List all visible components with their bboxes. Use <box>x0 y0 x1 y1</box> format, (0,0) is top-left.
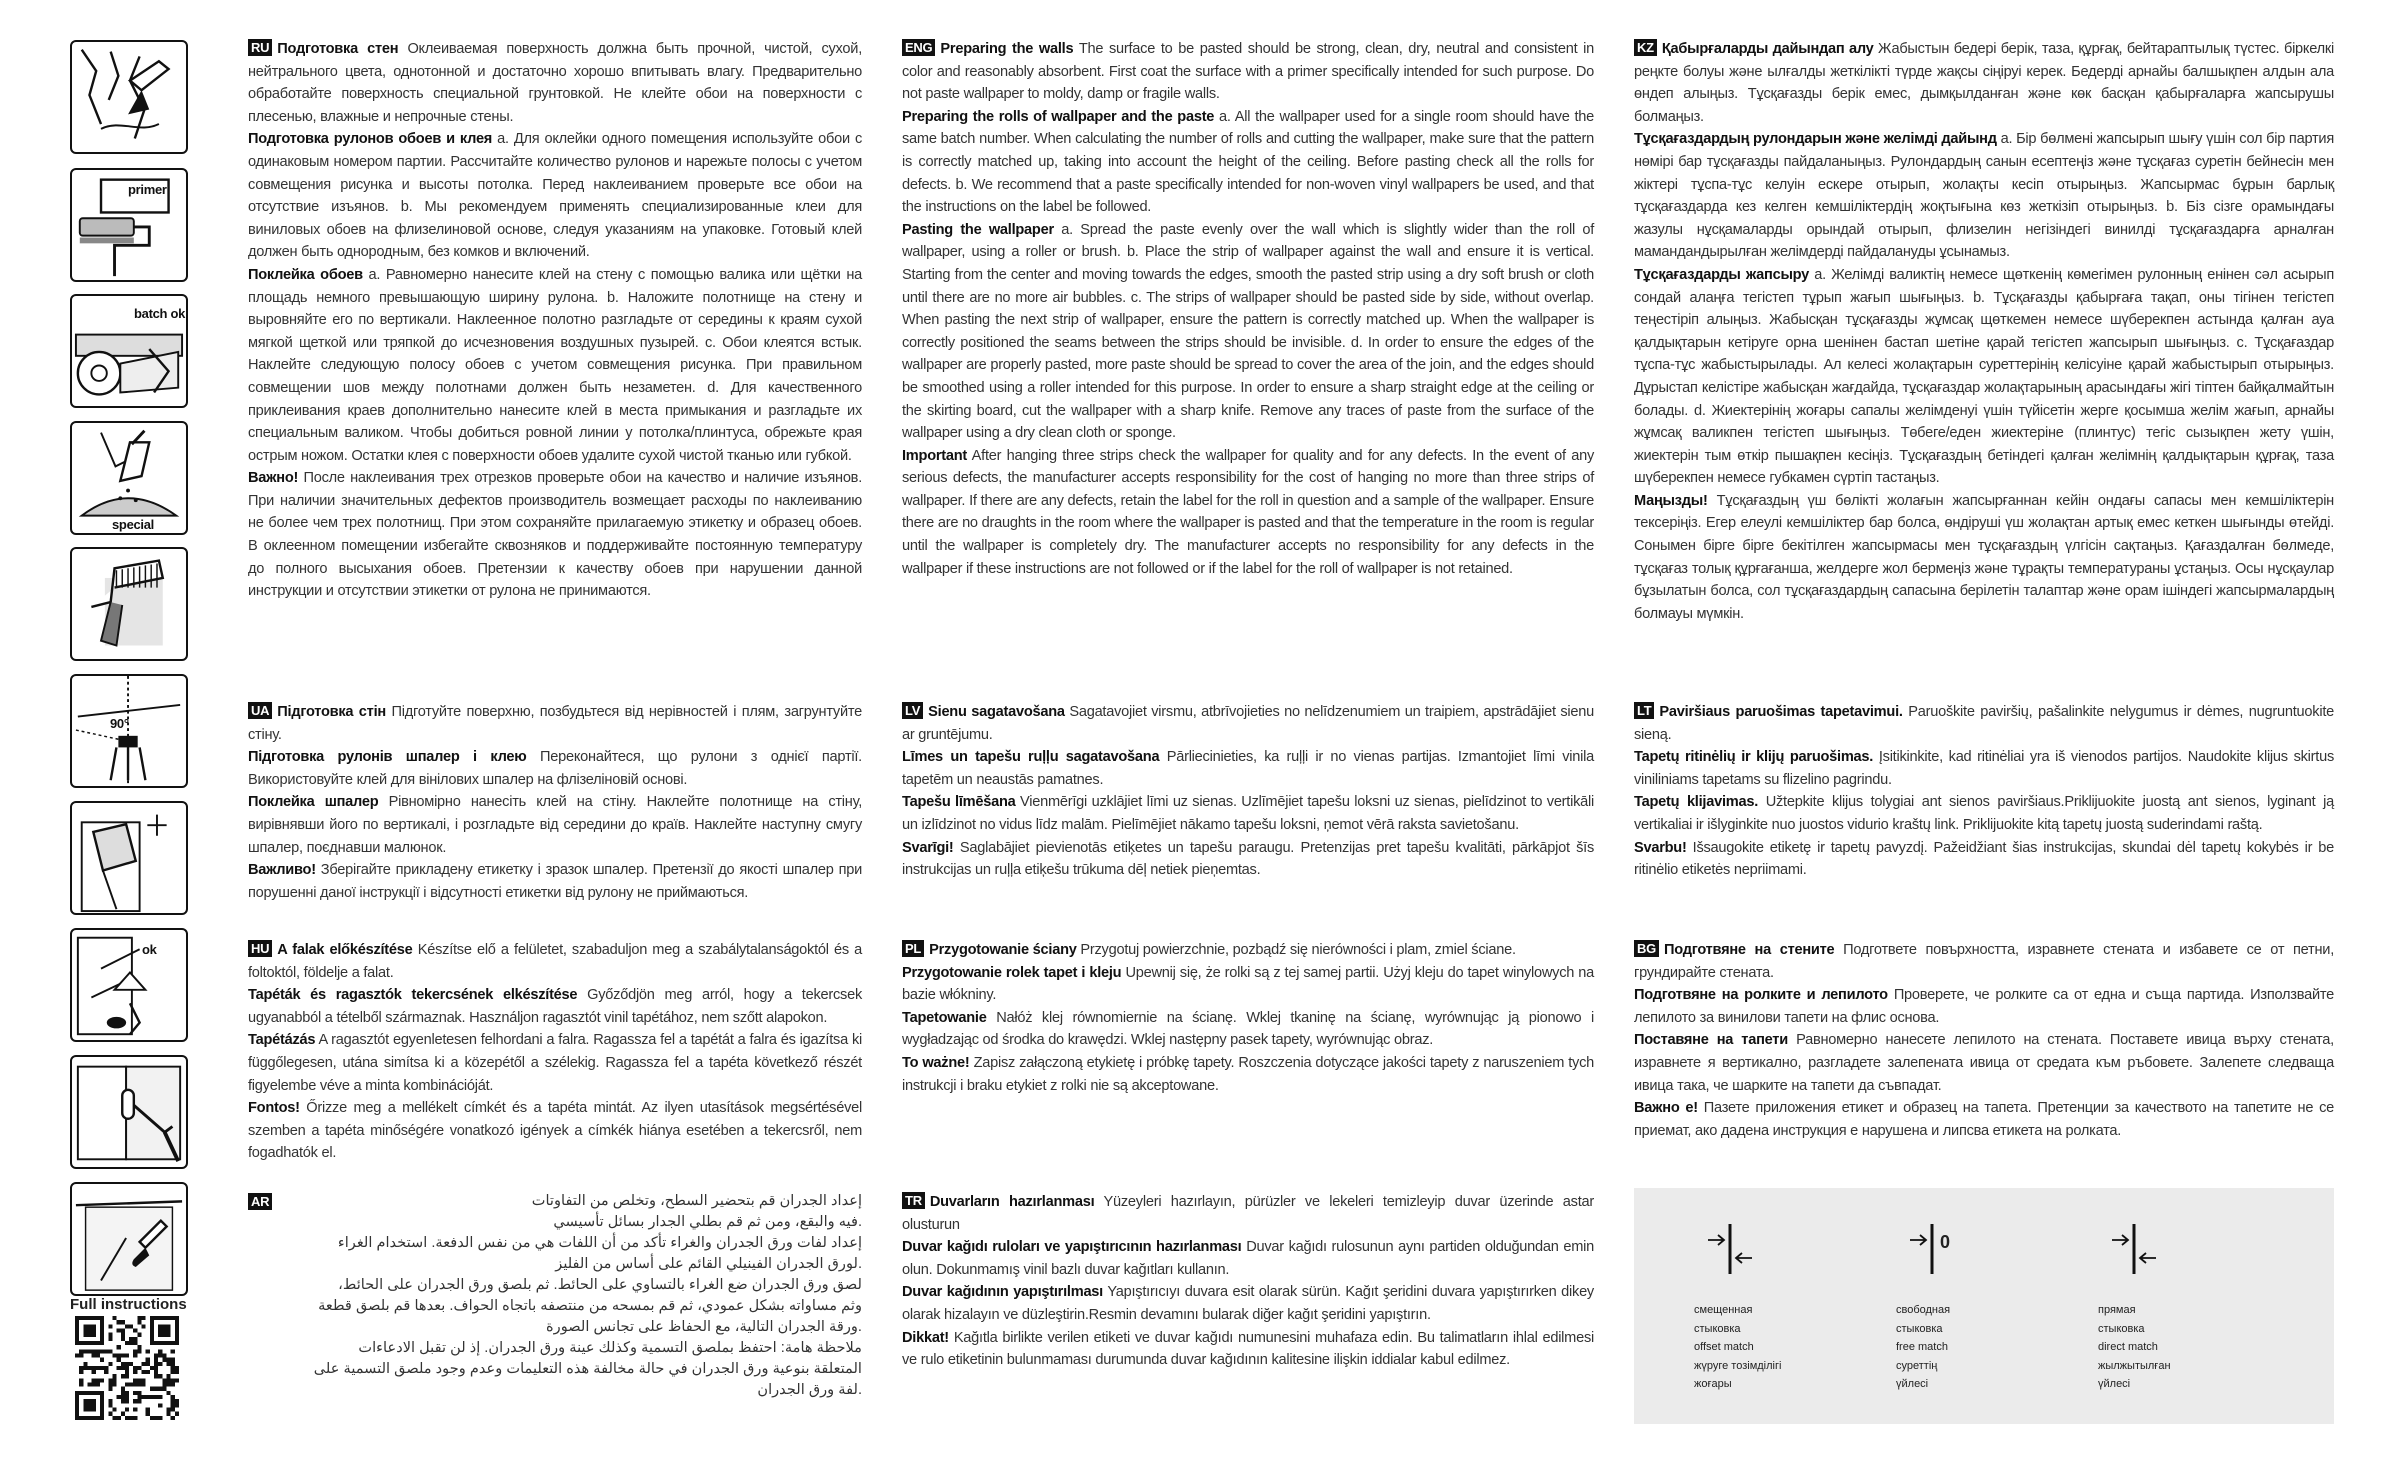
paragraph <box>902 791 1594 836</box>
body-text: The surface to be pasted should be strong, clean, dry, neutral and consistent in color and reasonably absorbent. First coat the surface with a primer specifically intended for such purpose. Do not paste wallpaper to moldy, damp or fragile walls. <box>902 41 1594 103</box>
body-text: Paruoškite paviršių, pašalinkite nelygumus ir dėmes, nugruntuokite sieną. <box>1634 704 2334 743</box>
body-text: Przygotuj powierzchnie, pozbądź się nierówności i plam, zmiel ściane. <box>1076 942 1516 958</box>
paragraph <box>902 701 1594 746</box>
paragraph <box>902 746 1594 791</box>
body-text: Készítse elő a felületet, szabaduljon meg a szabálytalanságoktól és a foltoktól, földelje a falat. <box>248 942 862 981</box>
heading: Sienu sagatavošana <box>928 704 1065 720</box>
paragraph <box>902 1191 1594 1236</box>
language-tag: AR <box>248 1193 272 1210</box>
paragraph <box>902 1007 1594 1052</box>
paragraph <box>248 746 862 791</box>
match-label: стыковка <box>1694 1322 1741 1335</box>
body-text: Užtepkite klijus tolygiai ant sienos paviršiaus.Priklijuokite juostą ant sienos, lyginant ją vertikaliai ir išlyginkite nuo juostos vidurio kraštų link. Priklijuokite kitą tapetų juostą suderindami raštą. <box>1634 794 2334 833</box>
paragraph <box>902 38 1594 106</box>
heading: Svarbu! <box>1634 839 1687 856</box>
wall-prep-icon <box>70 40 188 154</box>
paragraph <box>902 219 1594 445</box>
paragraph <box>268 1254 862 1275</box>
paragraph <box>902 1281 1594 1326</box>
body-text: Saglabājiet pievienotās etiķetes un tapešu paraugu. Pretenzijas pret tapešu kvalitāti, pārkāpjot šīs instrukcijas un ruļļa etiķešu trūkuma dēļ netiek pieņemtas. <box>902 839 1594 879</box>
paragraph <box>248 984 862 1029</box>
body-text: Yüzeyleri hazırlayın, pürüzler ve lekeleri temizleyip duvar üzerinde astar olusturun <box>902 1194 1594 1233</box>
paragraph <box>902 939 1594 962</box>
heading: Preparing the walls <box>940 41 1074 57</box>
body-text: .فيه والبقع، ومن ثم قم بطلي الجدار بسائل تأسيسي <box>553 1214 862 1230</box>
heading: Подготвяне на стените <box>1664 942 1835 958</box>
primer-roller-icon <box>70 168 188 282</box>
offset-match-diagram <box>1694 1188 1894 1424</box>
language-tag: PL <box>902 940 924 957</box>
heading: Przygotowanie ściany <box>929 942 1077 958</box>
body-text: Pārliecinieties, ka ruļļi ir no vienas partijas. Izmantojiet līmi vinila tapetēm un neaustās pamatnes. <box>902 749 1594 788</box>
language-tag: TR <box>902 1192 925 1209</box>
paragraph <box>1634 701 2334 746</box>
heading: Важливо! <box>248 862 316 879</box>
body-text: Зберігайте прикладену етикетку і зразок шпалер. Претензії до якості шпалер при порушенні даної інструкції і відсутності етикетки від рулону не приймаються. <box>248 862 862 901</box>
paragraph <box>902 106 1594 219</box>
body-text: Равномерно нанесете лепилото на стената. Поставете ивица върху стената, изравнете я вертикално, разгладете залепената ивица от средата към ръбовете. Залепете следваща ивица така, че шарките на тапети да съвпадат. <box>1634 1032 2334 1094</box>
paragraph <box>268 1191 862 1212</box>
paragraph <box>248 38 862 128</box>
language-tag: LV <box>902 702 923 719</box>
paragraph <box>1634 128 2334 264</box>
body-text: Nałóż klej równomiernie na ścianę. Wklej tkaninę na ścianę, wyrównując ją pionowo i wygładzając od środka do krawędzi. Wklej następny pasek tapety, wyrównując obraz. <box>902 1009 1594 1049</box>
heading: Подготовка рулонов обоев и клея <box>248 131 493 148</box>
body-text: Kağıtla birlikte verilen etiketi ve duvar kağıdı numunesini muhafaza edin. Bu talimatların ihlal edilmesi ve rulo etiketinin bulunmaması durumunda duvar kağıdının kalitesine ilişkin iddialar kabul edilmez. <box>902 1329 1594 1369</box>
icon-label: ok <box>142 942 157 957</box>
language-tag: ENG <box>902 39 935 56</box>
body-text: Переконайтеся, що рулони з однієї партії. Використовуйте клей для вінілових шпалер на флізеліновій основі. <box>248 749 862 788</box>
heading: Fontos! <box>248 1100 300 1117</box>
paragraph <box>248 701 862 746</box>
heading: Важно! <box>248 470 299 487</box>
icon-label: special <box>112 517 154 532</box>
body-text: .لفة ورق الجدران <box>757 1382 862 1398</box>
body-text: Жабыстын бедері берік, таза, құрғақ, бейтараптылық түстес. біркелкі реңкте болуы және ылғалды жеткілікті түрде жақсы сіңіруі керек. Бедерді арнайы балшықпен алдын ала өндеп алыңыз. Тұсқағазды берік емес, дымқылданған және көк басқан қабырғаларға жапсырушы болмаңыз. <box>1634 41 2334 125</box>
heading: Тұсқағаздарды жапсыру <box>1634 266 1810 283</box>
free-match-icon <box>1896 1222 2096 1276</box>
laser-level-icon <box>70 674 188 788</box>
paragraph <box>1634 939 2334 984</box>
body-text: Пазете приложения етикет и образец на тапета. Претенции за качеството на тапетите не се приемат, ако дадена инструкция е нарушена и липсва етикета на ролката. <box>1634 1100 2334 1139</box>
paragraph <box>248 1097 862 1165</box>
body-text: a. All the wallpaper used for a single room should have the same batch number. When calculating the number of rolls and cutting the wallpaper, make sure that the pattern is correctly matched up, taking into account the height of the ceiling. Before pasting check all the rolls for defects. b. We recommend that a paste specifically intended for non-woven vinyl wallpapers be used, and that the instructions on the label be followed. <box>902 108 1594 216</box>
body-text: Підготуйте поверхню, позбудьтеся від нерівностей і плям, загрунтуйте стіну. <box>248 704 863 743</box>
direct-match-icon <box>2098 1222 2298 1276</box>
paragraph <box>1634 791 2334 836</box>
paragraph <box>902 1236 1594 1281</box>
section-ru <box>248 38 862 603</box>
body-text: إعداد الجدران قم بتحضير السطح، وتخلص من التفاوتات <box>531 1193 862 1209</box>
match-label: жоғары <box>1694 1378 1732 1390</box>
paragraph <box>902 837 1594 882</box>
section-kz <box>1634 38 2334 625</box>
heading: Przygotowanie rolek tapet i kleju <box>902 964 1122 981</box>
heading: Paviršiaus paruošimas tapetavimui. <box>1659 704 1903 720</box>
heading: Қабырғаларды дайындап алу <box>1661 41 1874 57</box>
paragraph <box>902 1052 1594 1097</box>
heading: Поклейка шпалер <box>248 794 379 811</box>
paragraph <box>268 1317 862 1338</box>
section-lv <box>902 701 1594 882</box>
paragraph <box>268 1212 862 1233</box>
section-ar <box>248 1191 862 1401</box>
body-text: A ragasztót egyenletesen felhordani a falra. Ragassza fel a tapétát a falra és igazítsa ki függőlegesen, utána simítsa ki a közepétől a szélekig. Ragassza fel a tapéta következő részét figyelembe véve a minta kombinációját. <box>248 1032 862 1094</box>
heading: Tapétázás <box>248 1032 316 1049</box>
heading: Duvar kağıdı ruloları ve yapıştırıcının hazırlanması <box>902 1239 1242 1256</box>
body-text: إعداد لفات ورق الجدران والغراء تأكد من أن اللفات هي من نفس الدفعة. استخدام الغراء <box>337 1235 862 1251</box>
body-text: После наклеивания трех отрезков проверьте обои на качество и наличие изъянов. При наличии значительных дефектов производитель возмещает расходы по наклеиванию не более чем трех полотнищ. При этом сохраняйте прилагаемую этикетку и образец обоев. В оклеенном помещении избегайте сквозняков и поддерживайте постоянную температуру до полного высыхания обоев. Претензии к качеству обоев при нарушении данной инструкции и отсутствии этикетки от рулона не принимаются. <box>248 470 862 600</box>
language-tag: UA <box>248 702 272 719</box>
heading: Підготовка рулонів шпалер і клею <box>248 749 527 766</box>
body-text: Оклеиваемая поверхность должна быть прочной, чистой, сухой, нейтрального цвета, однотонной и достаточно хорошо впитывать влагу. Предварительно обработайте поверхность специальной грунтовкой. Не клейте обои на поверхности с плесенью, влажные и непрочные стены. <box>248 41 862 125</box>
heading: To ważne! <box>902 1054 970 1071</box>
body-text: Őrizze meg a mellékelt címkét és a tapéta mintát. Az ilyen utasítások megsértésével szemben a tapéta minőségére vonatkozó igények a címkék hiánya esetében a tekercsről, nem fogadhatók el. <box>248 1100 862 1162</box>
language-tag: BG <box>1634 940 1659 957</box>
heading: Подготвяне на ролките и лепилото <box>1634 987 1888 1004</box>
language-tag: HU <box>248 940 272 957</box>
heading: Pasting the wallpaper <box>902 221 1054 238</box>
match-label: жылжытылған <box>2098 1359 2171 1372</box>
offset-match-icon <box>1694 1222 1894 1276</box>
heading: Tapešu līmēšana <box>902 794 1016 811</box>
body-text: وثم مساواته بشكل عمودي، ثم قم بمسحه من منتصفه باتجاه الحواف. بعدها قم بلصق قطعة <box>318 1298 862 1314</box>
paragraph <box>268 1296 862 1317</box>
body-text: Рівномірно нанесіть клей на стіну. Наклейте полотнище на стіну, вирівнявши його по вертикалі, і розгладьте від середини до країв. Наклейте наступну смугу шпалер, поєднавши малюнок. <box>248 794 862 856</box>
paragraph <box>248 264 862 467</box>
body-text: After hanging three strips check the wallpaper for quality and for any defects. In the event of any serious defects, the manufacturer accepts responsibility for the cost of hanging no more than three strips of wallpaper. If there are any defects, retain the label for the roll in question and a sample of the wallpaper. Ensure there are no draughts in the room where the wallpaper is pasted and that the temperature in the room is regular until the wallpaper is completely dry. The manufacturer accepts no responsibility for any defects in the wallpaper if these instructions are not followed or if the label for the roll of wallpaper is not retained. <box>902 447 1594 577</box>
heading: Tapetų klijavimas. <box>1634 794 1759 811</box>
paragraph <box>268 1338 862 1359</box>
paragraph <box>268 1380 862 1401</box>
heading: Подготовка стен <box>277 41 399 57</box>
body-text: Проверете, че ролките са от една и съща партида. Използвайте лепилото за винилови тапети на флис основа. <box>1634 987 2334 1026</box>
paragraph <box>1634 490 2334 626</box>
match-label: free match <box>1896 1341 1948 1353</box>
paragraph <box>1634 1029 2334 1097</box>
paragraph <box>248 1029 862 1097</box>
match-label: үйлесі <box>2098 1378 2131 1390</box>
free-match-zero: 0 <box>1940 1232 1951 1252</box>
body-text: .ورقة الجدران التالية، مع الحفاظ على تجانس الصورة <box>546 1319 862 1335</box>
language-tag: RU <box>248 39 272 56</box>
pattern-ok-icon <box>70 928 188 1042</box>
heading: Duvarların hazırlanması <box>929 1194 1095 1210</box>
match-label: стыковка <box>1896 1322 1943 1335</box>
instruction-icons <box>70 40 188 1420</box>
body-text: لصق ورق الجدران ضع الغراء بالتساوي على الحائط. ثم بلصق ورق الجدران على الحائط، <box>338 1277 862 1293</box>
paragraph <box>1634 984 2334 1029</box>
body-text: Zapisz załączoną etykietę i próbkę tapety. Roszczenia dotyczące jakości tapety z naruszeniem tych instrukcji i braku etykiet z rolki nie są akceptowane. <box>902 1054 1594 1094</box>
match-label: direct match <box>2098 1341 2158 1353</box>
body-text: Upewnij się, że rolki są z tej samej partii. Użyj kleju do tapet winylowych na bazie włókniny. <box>902 964 1595 1004</box>
free-match-diagram <box>1896 1188 2096 1424</box>
body-text: المتعلقة بنوعية ورق الجدران في حالة مخالفة هذه التعليمات وعدم وجود ملصق التسمية على <box>313 1361 862 1377</box>
heading: Маңызды! <box>1634 492 1708 509</box>
batch-ok-icon <box>70 294 188 408</box>
seam-roller-icon <box>70 1055 188 1169</box>
heading: Tapéták és ragasztók tekercsének elkészítése <box>248 987 578 1004</box>
direct-match-diagram <box>2098 1188 2298 1424</box>
heading: A falak előkészítése <box>277 942 413 958</box>
match-label: стыковка <box>2098 1322 2145 1335</box>
section-ua <box>248 701 862 904</box>
section-tr <box>902 1191 1594 1372</box>
trim-knife-icon <box>70 1182 188 1296</box>
language-tag: KZ <box>1634 39 1657 56</box>
section-eng <box>902 38 1594 580</box>
match-label: жүруге тозімділігі <box>1694 1359 1782 1372</box>
body-text: a. Бір бөлмені жапсырып шығу үшін сол бір партия нөмірі бар тұсқағазды пайдаланыңыз. Рулондардың санын есептеңіз және тұсқағаз суретін бейнесін мен жіктері тұспа-тұс келуін ескере отырып, жолақты кесіп отырыңыз. Жапсырмас бұрын барлық тұсқағаздарда кез келген кемшіліктердің жоқтығына көз жеткізіп отырыңыз. b. Біз сізге орамындағы жазулы нұсқамаларды орындай отырып, флизелин негізіндегі винилді тұсқағаздарға арналған мамандандырылған желімдерді пайдалануды ұсынамыз. <box>1634 131 2334 261</box>
smooth-strip-icon <box>70 801 188 915</box>
body-text: ملاحظة هامة: احتفظ بملصق التسمية وكذلك عينة ورق الجدران. إذ لن تقبل الادعاءات <box>358 1340 862 1356</box>
icon-label: batch ok <box>134 306 186 321</box>
paragraph <box>1634 38 2334 128</box>
paragraph <box>248 859 862 904</box>
match-label: свободная <box>1896 1304 1951 1316</box>
paragraph <box>268 1359 862 1380</box>
paragraph <box>268 1275 862 1296</box>
body-text: Įsitikinkite, kad ritinėliai yra iš vienodos partijos. Naudokite klijus skirtus viniliniams tapetams su flizelino pagrindu. <box>1634 749 2334 788</box>
paragraph <box>268 1233 862 1254</box>
heading: Tapetų ritinėlių ir klijų paruošimas. <box>1634 749 1874 766</box>
heading: Поклейка обоев <box>248 266 363 283</box>
heading: Важно е! <box>1634 1100 1698 1117</box>
body-text: Тұсқағаздың үш бөлікті жолағын жапсырғаннан кейін ондағы сапасы мен кемшіліктерін тексеріңіз. Егер елеулі кемшіліктер бар болса, өндіруші үш жолақтан артық емес кеткен шығынды өтейді. Сонымен бірге бірге бекітілген жапсырмасы мен тұсқағаздың үлгісін сақтаңыз. Қағаздалған бөлмеде, тұсқағаз толық құрғағанша, желдерге жол бермеңіз және тұрақты температураны ұстаңыз. Осы нұсқаулар бұзылатын болса, сол тұсқағаздардың сапасына берілетін талаптар және орам ішіндегі жапсырмалардың болмауы мүмкін. <box>1634 492 2334 622</box>
body-text: a. Spread the paste evenly over the wall which is slightly wider than the roll of wallpaper, using a roller or brush. b. Place the strip of wallpaper against the wall and ensure it is vertical. Starting from the center and moving towards the edges, smooth the pasted strip using a dry soft brush or cloth until there are no more air bubbles. c. The strips of wallpaper should be pasted side by side, without overlap. When pasting the next strip of wallpaper, ensure the pattern is correctly matched up. When the wallpaper is correctly positioned the seams between the strips should be invisible. d. In order to ensure the edges of the wallpaper are properly pasted, more paste should be spread to cover the area of the join, and the edges should be smoothed using a roller intended for this purpose. In order to ensure a sharp straight edge at the ceiling or the skirting board, cut the wallpaper with a sharp knife. Remove any traces of paste from the surface of the wallpaper using a dry clean cloth or sponge. <box>902 221 1594 442</box>
heading: Duvar kağıdının yapıştırılması <box>902 1284 1103 1301</box>
heading: Svarīgi! <box>902 839 954 856</box>
paragraph <box>248 939 862 984</box>
paragraph <box>248 791 862 859</box>
match-label: прямая <box>2098 1304 2136 1316</box>
section-bg <box>1634 939 2334 1142</box>
body-text: .لورق الجدران الفينيلي القائم على أساس من الفليز <box>555 1256 862 1272</box>
heading: Preparing the rolls of wallpaper and the paste <box>902 108 1215 125</box>
heading: Тұсқағаздардың рулондарын және желімді дайынд <box>1634 131 1997 148</box>
body-text: Győződjön meg arról, hogy a tekercsek ugyanabból a tételből származnak. Használjon ragasztót vinil tapétához, nem szőtt alapokon. <box>248 987 862 1026</box>
match-label: үйлесі <box>1896 1378 1929 1390</box>
paragraph <box>248 128 862 264</box>
paragraph <box>1634 746 2334 791</box>
match-label: суреттің <box>1896 1359 1938 1372</box>
body-text: Sagatavojiet virsmu, atbrīvojieties no nelīdzenumiem un traipiem, apstrādājiet sienu ar gruntējumu. <box>902 704 1594 743</box>
body-text: a. Желімді валиктің немесе щөткенің көмегімен рулонның енінен сәл асырып сондай алаңға тегістеп тұрып жағып шығыңыз. b. Тұсқағазды қабырғаға тақап, оны тігінен тегістеп теңестіріп алыңыз. Жабысқан тұсқағазды жұмсақ щөткемен немесе шүберекпен астында қалған ауа қалдықтарын кетіруге орна шенінен бастап шетіне қарай тегістеп жапсырып шығыңыз. c. Тұсқағаздар тұспа-тұс жабыстырылады. Ал келесі жолақтарын суреттерінің келісуіне қарай жабыстырып отырыңыз. Дұрыстап келістіре жабысқан жағдайда, тұсқағаздар жолақтарының арасындағы жігі тіптен байқалмайтын болады. d. Жиектерінің жоғары сапалы желімденуі үшін түйісетін жерге қосымша желім жағып, арнайы жұмсақ валикпен тегістеп шығыңыз. Төбеге/еден жиектеріне (плинтус) тегіс сызықпен жету үшін, жиектерін тым өткір пышақпен кесіңіз. Тұсқағаздың бетіндегі қалған желімнің қалдықтарын құрғақ, таза шүберекпен немесе губкамен сүртіп тастаңыз. <box>1634 266 2335 487</box>
paragraph <box>248 467 862 603</box>
body-text: a. Для оклейки одного помещения используйте обои с одинаковым номером партии. Рассчитайте количество рулонов и нарежьте полосы с учетом совмещения рисунка и высоты потолка. Перед наклеиванием проверьте все обои на отсутствие изъянов. b. Мы рекомендуем применять специализированные клеи для виниловых обоев на флизелиновой основе, следуя указаниям на упаковке. Готовый клей должен быть однородным, без комков и включений. <box>248 131 862 261</box>
full-instructions-label: Full instructions <box>70 1296 187 1313</box>
paragraph <box>1634 264 2334 490</box>
language-tag: LT <box>1634 702 1654 719</box>
heading: Підготовка стін <box>277 704 386 720</box>
match-label: offset match <box>1694 1341 1754 1353</box>
paragraph <box>902 962 1594 1007</box>
body-text: Išsaugokite etiketę ir tapetų pavyzdį. Pažeidžiant šias instrukcijas, skundai dėl tapetų kokybės ir be ritinėlio etiketės nepriimami. <box>1634 839 2334 879</box>
pattern-match-panel <box>1634 1188 2334 1424</box>
special-paste-icon <box>70 421 188 535</box>
body-text: Vienmērīgi uzklājiet līmi uz sienas. Uzlīmējiet tapešu loksni uz sienas, pielīdzinot to vertikāli un izlīdzinot no vidus līdz malām. Pielīmējiet nākamo tapešu loksni, ņemot vērā raksta savietošanu. <box>902 794 1594 833</box>
body-text: Duvar kağıdı rulosunun aynı partiden olduğundan emin olun. Dokunmamış vinil bazlı duvar kağıtları kullanın. <box>902 1239 1594 1278</box>
body-text: a. Равномерно нанесите клей на стену с помощью валика или щётки на площадь немного превышающую ширину рулона. b. Наложите полотнище на стену и выровняйте его по вертикали. Наклеенное полотно разгладьте от середины к краям сухой мягкой щеткой или тряпкой до исчезновения воздушных пузырей. c. Обои клеятся встык. Наклейте следующую полосу обоев с учетом совмещения рисунка. При правильном совмещении шов между полотнами должен быть незаметен. d. Для качественного приклеивания краев дополнительно нанесите клей в места примыкания и разгладьте их специальным валиком. Чтобы добиться ровной линии у потолка/плинтуса, обрежьте края острым ножом. Остатки клея с поверхности обоев удалите сухой чистой тканью или губкой. <box>248 266 862 464</box>
heading: Tapetowanie <box>902 1009 987 1026</box>
body-text: Подгответе повърхността, изравнете стената и избавете се от петни, грундирайте стената. <box>1634 942 2334 981</box>
heading: Important <box>902 447 968 464</box>
heading: Dikkat! <box>902 1329 949 1346</box>
paste-brush-wall-icon <box>70 547 188 661</box>
icon-label: primer <box>128 182 167 197</box>
heading: Поставяне на тапети <box>1634 1032 1788 1049</box>
qr-code-icon[interactable] <box>75 1316 179 1420</box>
paragraph <box>902 445 1594 581</box>
section-lt <box>1634 701 2334 882</box>
paragraph <box>1634 1097 2334 1142</box>
body-text: Yapıştırıcıyı duvara esit olarak sürün. Kağıt şeridini duvara yapıştırırken dikey olarak hizalayın ve düzleştirin.Resmin devamını bularak diğer kağıt şeridini yapıştırın. <box>902 1284 1594 1323</box>
match-label: смещенная <box>1694 1304 1753 1316</box>
heading: Līmes un tapešu ruļļu sagatavošana <box>902 749 1160 766</box>
section-pl <box>902 939 1594 1097</box>
paragraph <box>902 1327 1594 1372</box>
paragraph <box>1634 837 2334 882</box>
icon-label: 90° <box>110 716 129 731</box>
section-hu <box>248 939 862 1165</box>
